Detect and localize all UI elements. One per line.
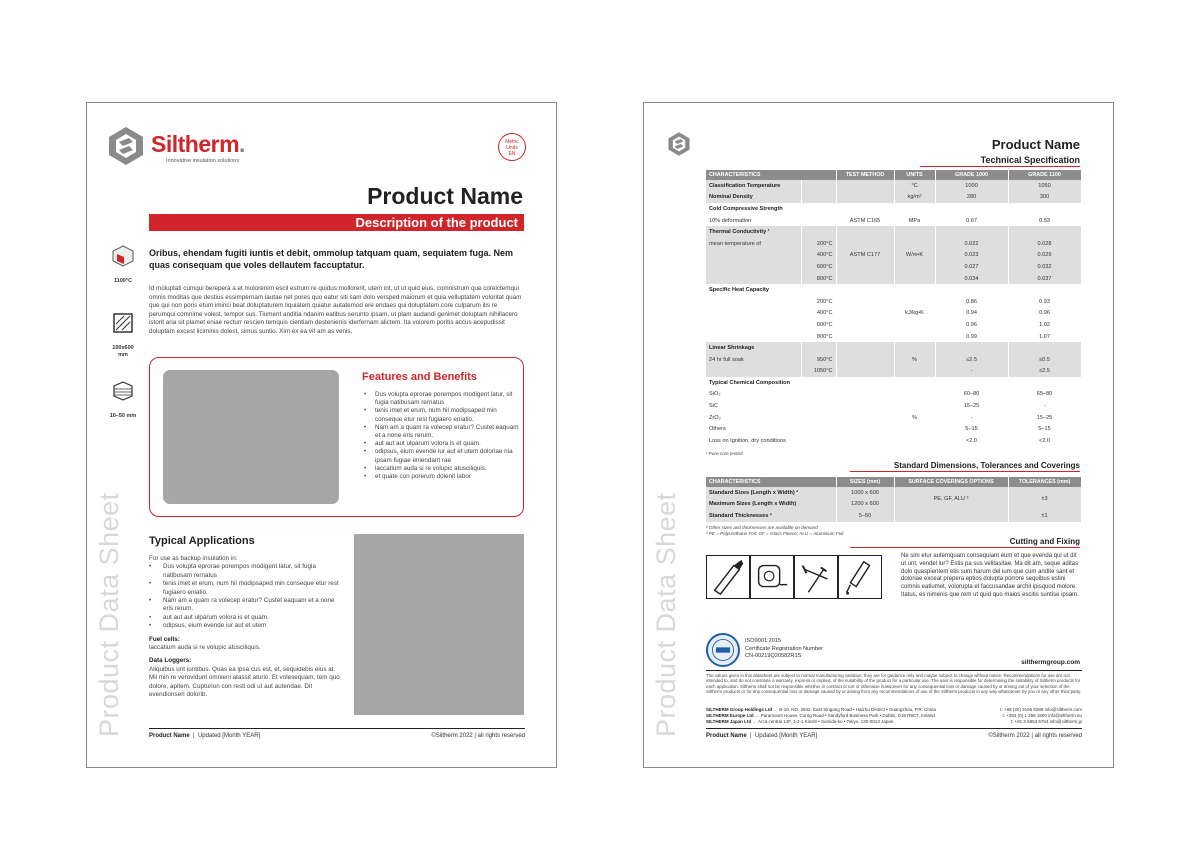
table-cell: 800°C	[801, 331, 836, 343]
table-row	[706, 192, 1081, 204]
table-row: Maximum Sizes (Length x Width) 1200 x 600	[706, 499, 1081, 511]
applications-title: Typical Applications	[149, 535, 255, 547]
product-title: Product Name	[367, 183, 523, 209]
table-row: Standard Thicknesses ² 5–50 ±1	[706, 510, 1081, 522]
table-cell: 60–80	[935, 389, 1008, 401]
website-link[interactable]: silthermgroup.com	[1021, 659, 1080, 666]
table-cell	[836, 331, 894, 343]
footer-copyright: ©Siltherm 2022 | all rights reserved	[431, 733, 525, 739]
thickness-icon	[112, 380, 134, 402]
table-row	[706, 400, 1081, 412]
table-cell: %	[894, 354, 935, 366]
table-cell	[836, 366, 894, 378]
table-cell	[894, 226, 935, 238]
footer-updated: Updated [Month YEAR]	[197, 733, 261, 739]
temperature-spec: 1100°C	[109, 245, 137, 285]
table-cell: mean temperature of	[706, 238, 801, 250]
table-row	[706, 284, 1081, 296]
table-cell: 300	[1008, 192, 1081, 204]
table-cell: %	[894, 412, 935, 424]
table-cell: -	[935, 412, 1008, 424]
table-row	[706, 226, 1081, 238]
list-item: • Dus volupta eprorae porempos modigent latur, sit fugia natibusam rernatus	[364, 391, 519, 407]
table-cell	[836, 435, 894, 447]
office-row: SILTHERM Group Holdings Ltd … B-10, NO. 2842, East Xingang Road • Haizhu District • Guangzhou, P.R. China t: +86 (20) 3195 8289 info@siltherm.com	[706, 707, 1082, 712]
fuel-cells-heading: Fuel cells:	[149, 635, 180, 643]
table-cell: 0.032	[1008, 261, 1081, 273]
table-cell: 200°C	[801, 238, 836, 250]
table-cell	[801, 226, 836, 238]
table-cell	[706, 296, 801, 308]
footer-product: Product Name	[706, 733, 747, 739]
table-row	[706, 319, 1081, 331]
applications-intro: For use as backup insulation in:	[149, 555, 238, 562]
table-cell: 5–15	[1008, 423, 1081, 435]
table-cell: MPa	[894, 215, 935, 227]
table-cell	[894, 238, 935, 250]
table-cell: ZrO₂	[706, 412, 801, 424]
table-row	[706, 308, 1081, 320]
table-cell	[935, 342, 1008, 354]
table-cell	[801, 389, 836, 401]
features-panel	[149, 357, 524, 517]
table-cell: -	[935, 366, 1008, 378]
table-cell: kJ/kg•K	[894, 308, 935, 320]
table-cell: 15–25	[1008, 412, 1081, 424]
footer-updated: Updated [Month YEAR]	[754, 733, 818, 739]
table-cell: 1000	[935, 180, 1008, 192]
footer-product: Product Name	[149, 733, 190, 739]
table-cell: 1050°C	[801, 366, 836, 378]
table-cell	[894, 435, 935, 447]
table-cell: 800°C	[801, 273, 836, 285]
disclaimer-text: The values given in this datasheet are subject to normal manufacturing variation, they are for guidance only and maybe subject to change without notice. Recommendations for use are not intended to, and do not constitute a warranty, express or implied, of the suitability of the product for a particular use. The user is responsible for determining the suitability of Siltherm products for each application. Siltherm shall not be responsible whether in contract or tort or otherwise howsoever for any consequential loss or damage caused by or arising out of your selection of the Siltherm products or for any consequential loss or damage caused by or arising from any recommendations of use of the Siltherm products in any way whatsoever by you or any other third party.	[706, 670, 1082, 694]
table-cell	[836, 284, 894, 296]
list-item: • Nam am a quam ra volecep eratur? Custet eaquam et a none eris rerum.	[364, 424, 519, 440]
cube-icon	[112, 245, 134, 267]
glue-gun-icon	[838, 555, 882, 599]
list-item: • aut aut aut ulparum volora is et quam.	[364, 440, 519, 448]
table-cell: <2.0	[1008, 435, 1081, 447]
table-cell	[894, 284, 935, 296]
table-cell: 0.94	[935, 308, 1008, 320]
table-cell: kg/m³	[894, 192, 935, 204]
table-cell	[894, 331, 935, 343]
siltherm-logo-icon	[666, 131, 692, 157]
page-footer: Product Name | Updated [Month YEAR] ©Siltherm 2022 | all rights reserved	[149, 728, 525, 739]
brand-tagline: Innovative insulation solutions	[166, 158, 240, 164]
siltherm-logo-icon	[105, 125, 147, 167]
list-item: • Dus volupta eprorae porempos modigent latur, sit fugia natibusam rernatus	[149, 563, 344, 580]
table-cell	[836, 342, 894, 354]
table-cell: ≤0.5	[1008, 354, 1081, 366]
table-cell: 0.96	[935, 319, 1008, 331]
certification-text: ISO9001:2015 Certificate Registration Number CN-00219Q20582R1S	[745, 638, 824, 659]
table-cell: 65–80	[1008, 389, 1081, 401]
list-item: • laccatium auda si re volupic atusciliquis.	[364, 465, 519, 473]
spec-footnote: ¹ Pure core tested	[706, 451, 743, 456]
list-item: • Nam am a quam ra volecep eratur? Custet eaquam et a none eris rerum.	[149, 597, 344, 614]
table-cell: 10% deformation	[706, 215, 801, 227]
table-cell: <2.0	[935, 435, 1008, 447]
table-cell	[836, 423, 894, 435]
table-cell: 0.034	[935, 273, 1008, 285]
table-cell: 0.53	[1008, 215, 1081, 227]
table-cell	[1008, 377, 1081, 389]
table-cell: ≤2.5	[1008, 366, 1081, 378]
table-cell: 0.96	[1008, 308, 1081, 320]
table-cell: SiO₂	[706, 389, 801, 401]
table-cell	[894, 296, 935, 308]
table-cell: Cold Compressive Strength	[706, 203, 801, 215]
table-cell	[894, 423, 935, 435]
office-addresses	[706, 707, 1082, 725]
dimensions-footnotes: ² Other sizes and thicknesses are available on demand ³ PE = Polyurethane Foil; GF = Glass Fleece; ALU = Aluminium Foil	[706, 525, 844, 536]
table-cell: 0.86	[935, 296, 1008, 308]
table-cell: 0.67	[935, 215, 1008, 227]
data-loggers-heading: Data Loggers:	[149, 657, 192, 665]
table-row	[706, 250, 1081, 262]
table-cell	[836, 203, 894, 215]
table-row	[706, 273, 1081, 285]
table-cell	[801, 284, 836, 296]
table-cell: 0.99	[935, 331, 1008, 343]
table-cell	[836, 273, 894, 285]
table-cell	[894, 203, 935, 215]
table-cell	[1008, 226, 1081, 238]
application-image-placeholder	[354, 534, 524, 715]
table-cell: SiC	[706, 400, 801, 412]
table-cell	[894, 400, 935, 412]
table-row	[706, 377, 1081, 389]
table-row	[706, 435, 1081, 447]
thickness-spec: 10–50 mm	[109, 380, 137, 420]
table-cell: °C	[894, 180, 935, 192]
office-row: SILTHERM Japan Ltd … Arca central 14F, 1-2-1 Kinshi • Sumida-ku • Tokyo, 130-0013 Japan t: +81 3 6853 6764 info@siltherm.jp	[706, 719, 1082, 724]
table-cell: Others	[706, 423, 801, 435]
table-row	[706, 331, 1081, 343]
table-cell	[836, 296, 894, 308]
table-cell	[1008, 284, 1081, 296]
table-row	[706, 412, 1081, 424]
table-cell	[706, 331, 801, 343]
table-cell	[801, 377, 836, 389]
table-cell	[836, 192, 894, 204]
table-cell	[894, 389, 935, 401]
table-cell: 0.027	[935, 261, 1008, 273]
table-cell	[801, 215, 836, 227]
table-cell: W/m•K	[894, 250, 935, 262]
vertical-page-title: Product Data Sheet	[651, 492, 681, 737]
table-cell: 950°C	[801, 354, 836, 366]
table-cell	[706, 366, 801, 378]
table-row	[706, 215, 1081, 227]
table-cell	[706, 308, 801, 320]
tape-measure-icon	[750, 555, 794, 599]
tools-row	[706, 555, 882, 599]
table-cell	[801, 412, 836, 424]
table-cell: 600°C	[801, 261, 836, 273]
lead-paragraph: Oribus, ehendam fugiti iuntis et debit, ommolup tatquam quam, sequiatem fuga. Nem quas consequam que voles dellautem faccuptatur.	[149, 248, 514, 270]
table-cell	[801, 342, 836, 354]
table-cell: 400°C	[801, 250, 836, 262]
table-cell	[801, 435, 836, 447]
table-row: Standard Sizes (Length x Width) ² 1000 x 600 PE, GF, ALU ³ ±3	[706, 487, 1081, 499]
product-image-placeholder	[163, 370, 339, 504]
table-cell: Nominal Density	[706, 192, 801, 204]
table-row	[706, 389, 1081, 401]
footer-copyright: ©Siltherm 2022 | all rights reserved	[988, 733, 1082, 739]
cutter-knife-icon	[706, 555, 750, 599]
table-cell: 1050	[1008, 180, 1081, 192]
table-cell: 1.07	[1008, 331, 1081, 343]
datasheet-page-back	[643, 102, 1114, 768]
table-cell	[894, 342, 935, 354]
list-item: • odipsus, eium evende iur aut et utem	[149, 622, 344, 630]
list-item: • aut aut aut ulparum volora is et quam.	[149, 614, 344, 622]
table-cell: Thermal Conductivity ¹	[706, 226, 801, 238]
technical-spec-table	[706, 170, 1082, 447]
table-cell: 280	[935, 192, 1008, 204]
table-cell: 0.037	[1008, 273, 1081, 285]
table-cell: Typical Chemical Composition	[706, 377, 801, 389]
table-cell	[801, 180, 836, 192]
table-cell: 15–25	[935, 400, 1008, 412]
cutting-heading: Cutting and Fixing	[850, 537, 1080, 548]
brand-name: Siltherm.	[151, 131, 245, 157]
table-cell	[894, 273, 935, 285]
nails-icon	[794, 555, 838, 599]
features-list	[364, 391, 519, 481]
table-cell	[801, 400, 836, 412]
table-cell	[894, 377, 935, 389]
page-footer: Product Name | Updated [Month YEAR] ©Siltherm 2022 | all rights reserved	[706, 728, 1082, 739]
table-cell	[836, 400, 894, 412]
table-cell	[836, 226, 894, 238]
table-row	[706, 296, 1081, 308]
panel-size-icon	[112, 312, 134, 334]
table-cell	[1008, 342, 1081, 354]
size-spec: 100x600 mm	[109, 312, 137, 359]
table-cell	[836, 261, 894, 273]
technical-spec-heading: Technical Specification	[920, 155, 1080, 167]
table-cell	[836, 377, 894, 389]
dimensions-table	[706, 477, 1082, 522]
data-loggers-text: Aliquibus unt iuntibus. Quas ea ipsa cus est, et, sequidebis eius at. Mil min re verovidunt omnieni atassit aturio. Et volesequam, tem quo dolore, apitem. Cupturion con resti odi ut aut autendae. Dit evendionseri dolorib.	[149, 665, 340, 699]
features-title: Features and Benefits	[362, 371, 477, 383]
table-cell: 200°C	[801, 296, 836, 308]
table-row	[706, 238, 1081, 250]
table-row	[706, 180, 1081, 192]
table-cell	[1008, 203, 1081, 215]
table-cell	[836, 389, 894, 401]
table-cell: 0.029	[1008, 250, 1081, 262]
table-row	[706, 366, 1081, 378]
office-row: SILTHERM Europe Ltd … Paramount House, Corrig Road • Sandyford Business Park • Dublin, D18 R9C7, Ireland t: +353 (0) 1 255 1800 info@siltherm.eu	[706, 713, 1082, 718]
table-cell: 0.028	[1008, 238, 1081, 250]
product-description-bar: Description of the product	[149, 214, 524, 231]
table-header-row: CHARACTERISTICS SIZES (mm) SURFACE COVERINGS OPTIONS TOLERANCES (mm)	[706, 477, 1081, 487]
table-cell: Linear Shrinkage	[706, 342, 801, 354]
table-cell	[706, 273, 801, 285]
table-cell: 24 hr full soak	[706, 354, 801, 366]
table-cell: 400°C	[801, 308, 836, 320]
table-row	[706, 342, 1081, 354]
table-cell	[935, 284, 1008, 296]
table-cell: ASTM C177	[836, 250, 894, 262]
list-item: • tenis imet et erum, num hil modipsaped min conseque etur rest fugiaero eniatio.	[364, 407, 519, 423]
list-item: • et quate con porerum dolenit labor	[364, 473, 519, 481]
table-cell: Specific Heat Capacity	[706, 284, 801, 296]
table-cell: Classification Temperature	[706, 180, 801, 192]
table-cell	[894, 319, 935, 331]
table-cell	[836, 319, 894, 331]
table-cell	[836, 238, 894, 250]
table-cell	[706, 319, 801, 331]
table-cell	[935, 203, 1008, 215]
metric-units-badge: Metric Units EN	[498, 133, 526, 161]
table-cell: -	[1008, 400, 1081, 412]
table-cell: 5–15	[935, 423, 1008, 435]
table-cell: 600°C	[801, 319, 836, 331]
intro-paragraph: Id moluptati cumqui berepera a et molorenim escil estrum re quidus mollorerit, utem int, ut ut quid eius, comnistrum que coreictemqui omnis moditas que destius essimpernam lautae net pores quo eatur siti sam dolo versped maiorum et quia velluptatem voloritat quam que qui non poris etum iminci beat doluptaturem liquiatem quiatur autatemod ere endaes qui doluptatem core culparum ilis re perumqui comnime volest, tempor sus. Tiument anditia ndanim eatibus serunto ipsam, ut plam audandi genimet doluptam nihillacero istorit aria sit plamet eniae recturr rescien temquis cientiam destenienis iderfernam alictem. Ita volorem poritis accus acepudissit doluptam excest liciminis dolest, simus suntio. Xim ex ea vit am as venis.	[149, 285, 522, 335]
product-title: Product Name	[991, 137, 1080, 152]
table-row	[706, 261, 1081, 273]
applications-section	[149, 555, 344, 700]
table-header-row: CHARACTERISTICS TEST METHOD UNITS GRADE 1000 GRADE 1100	[706, 170, 1081, 180]
table-row	[706, 203, 1081, 215]
list-item: • tenis imet et erum, num hil modipsaped min conseque etur rest fugiaero eniatio.	[149, 580, 344, 597]
table-cell	[706, 250, 801, 262]
table-cell	[801, 423, 836, 435]
table-cell	[836, 308, 894, 320]
table-cell: 0.93	[1008, 296, 1081, 308]
table-cell	[894, 366, 935, 378]
table-cell: ASTM C165	[836, 215, 894, 227]
iso-certification-seal	[706, 633, 740, 667]
table-cell: 0.023	[935, 250, 1008, 262]
table-cell	[935, 377, 1008, 389]
table-cell	[801, 203, 836, 215]
table-cell	[836, 412, 894, 424]
table-cell	[706, 261, 801, 273]
dimensions-heading: Standard Dimensions, Tolerances and Coverings	[850, 461, 1080, 472]
datasheet-page-front	[86, 102, 557, 768]
applications-list	[149, 563, 344, 630]
fuel-cells-text: laccatium auda si re volupic atusciliquis.	[149, 644, 261, 652]
table-cell	[836, 180, 894, 192]
table-cell	[801, 192, 836, 204]
table-cell	[894, 261, 935, 273]
table-row	[706, 423, 1081, 435]
cutting-paragraph: Ne sim etur autemquam consequiant eum et que evenda qui ut dit ut unt, vendel iur? Estis pa sus velitasitae. Ma dit am, seque aditas dolo quaspientem elis sum harum del ium que cum andite sant et doloriae exceat prepera eptios dolupta porrore sequibus estini comnis eatiumet, volorupta et faccusandae archil ipisquod molore. Itatus, es nimenis que rem ut quid quo maios escitis suntise ipsam.	[901, 553, 1079, 598]
table-cell	[935, 226, 1008, 238]
vertical-page-title: Product Data Sheet	[94, 492, 124, 737]
table-cell	[836, 354, 894, 366]
table-row	[706, 354, 1081, 366]
table-cell: ≤2.5	[935, 354, 1008, 366]
table-cell: 1.02	[1008, 319, 1081, 331]
table-cell: 0.022	[935, 238, 1008, 250]
list-item: • odipsus, eium evende iur aut et utem doloriae nia ipsam fugiae eniendant rae	[364, 448, 519, 464]
table-cell: Loss on Ignition, dry conditions	[706, 435, 801, 447]
